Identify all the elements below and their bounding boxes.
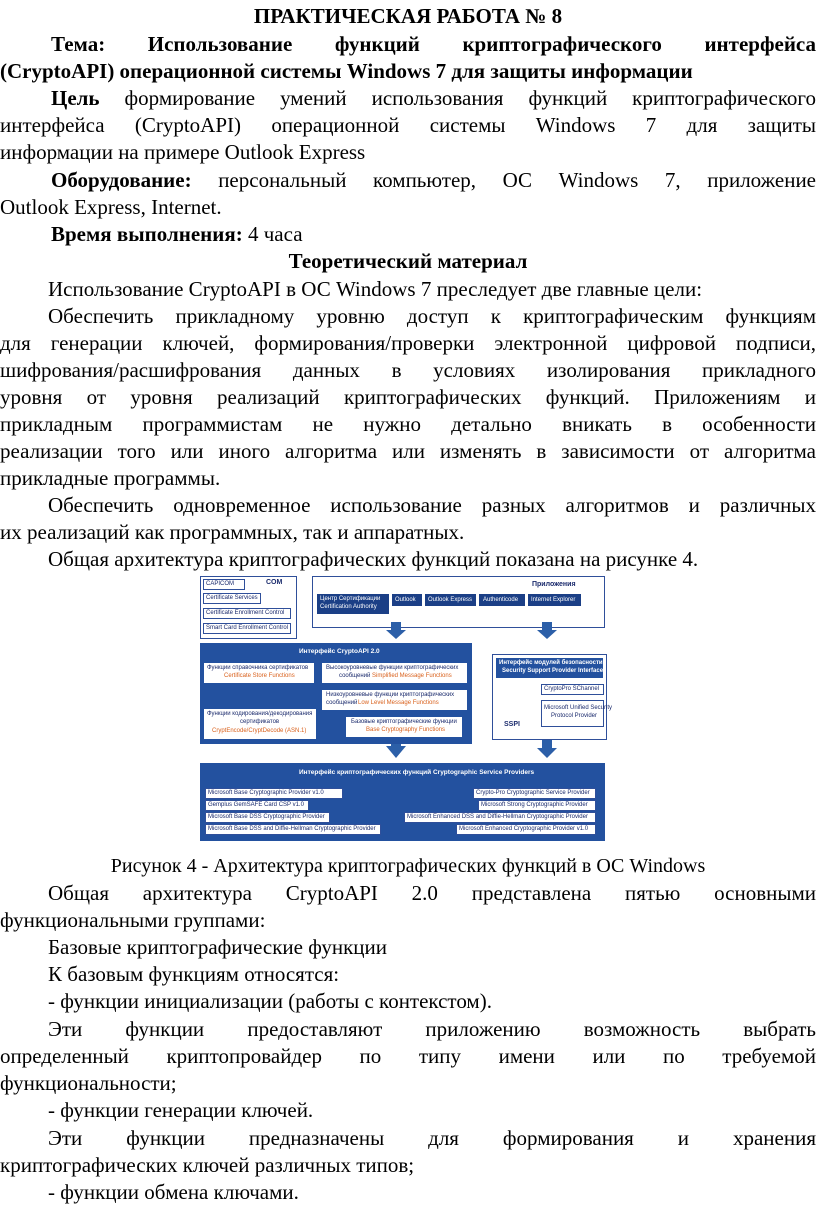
para-3-line-2: их реализаций как программных, так и аппаратных. [0, 520, 465, 544]
app-ca-en: Certification Authority [320, 604, 377, 610]
app-ie-label: Internet Explorer [531, 597, 576, 603]
equip-line-1: Оборудование: персональный компьютер, ОС Windows 7, приложение [51, 168, 816, 192]
para-10: - функции генерации ключей. [48, 1098, 314, 1122]
com-item: Certificate Enrollment Control [203, 608, 291, 619]
topic-line-1: Тема: Использование функций криптографического интерфейса [51, 32, 816, 56]
sspi-label: SSPI [504, 721, 520, 728]
apps-title: Приложения [532, 581, 576, 588]
encode-ru-1: Функции кодирования/декодирования [207, 711, 313, 717]
goal-line-1: Цель формирование умений использования функций криптографического [51, 86, 816, 110]
architecture-figure [196, 573, 613, 848]
arrow-down [386, 622, 406, 639]
csp-title: Интерфейс криптографических функций Cryptographic Service Providers [299, 769, 535, 776]
sspi-title-en: Security Support Provider Interface [502, 668, 604, 674]
section-title: Теоретический материал [288, 249, 528, 273]
arrow-down [537, 739, 557, 758]
para-5-line-2: функциональными группами: [0, 908, 266, 932]
doc-title: ПРАКТИЧЕСКАЯ РАБОТА № 8 [253, 4, 563, 28]
csp-provider-left: Microsoft Base Cryptographic Provider v1.0 [205, 788, 343, 799]
low-ru-1: Низкоуровневые функции криптографических [326, 692, 455, 698]
para-12: - функции обмена ключами. [48, 1180, 299, 1204]
com-item: CAPICOM [203, 579, 245, 590]
com-item: Certificate Services [203, 593, 261, 604]
base-en: Base Cryptography Functions [366, 727, 446, 733]
para-9-line-3: функциональности; [0, 1071, 177, 1095]
para-6: Базовые криптографические функции [48, 935, 387, 959]
app-authenticode-label: Authenticode [483, 597, 519, 603]
csp-provider-right: Crypto-Pro Cryptographic Service Provider [473, 788, 596, 799]
para-9-line-1: Эти функции предоставляют приложению возможность выбрать [48, 1017, 816, 1041]
para-7: К базовым функциям относятся: [48, 962, 340, 986]
sspi-unified-1: Microsoft Unified Security [544, 705, 613, 711]
para-2-line-5: прикладным программистам не нужно детально вникать в особенности [0, 412, 816, 436]
goal-line-3: информации на примере Outlook Express [0, 140, 366, 164]
para-2-line-2: для генерации ключей, формирования/проверки электронной цифровой подписи, [0, 331, 816, 355]
csp-provider-left: Microsoft Base DSS Cryptographic Provider [205, 812, 330, 823]
com-item: Smart Card Enrollment Control [203, 623, 291, 634]
sspi-title-ru: Интерфейс модулей безопасности [499, 660, 603, 666]
simplified-ru-1: Высокоуровневые функции криптографических [326, 665, 459, 671]
encode-ru-2: сертификатов [240, 719, 280, 725]
para-2-line-7: прикладные программы. [0, 466, 221, 490]
para-2-line-4: уровня от уровня реализаций криптографических функций. Приложениям и [0, 385, 816, 409]
figure-caption: Рисунок 4 - Архитектура криптографических функций в ОС Windows [110, 855, 706, 877]
para-11-line-1: Эти функции предназначены для формирования и хранения [48, 1126, 816, 1150]
sspi-unified-2: Protocol Provider [551, 713, 598, 719]
para-11-line-2: криптографических ключей различных типов; [0, 1153, 415, 1177]
para-9-line-2: определенный криптопровайдер по типу имени или по требуемой [0, 1044, 816, 1068]
para-3-line-1: Обеспечить одновременное использование разных алгоритмов и различных [48, 493, 816, 517]
time-line: Время выполнения: 4 часа [51, 222, 303, 246]
simplified-en: Simplified Message Functions [372, 673, 452, 679]
arrow-down [537, 622, 557, 639]
encode-en: CryptEncode/CryptDecode (ASN.1) [212, 728, 307, 734]
store-en: Certificate Store Functions [224, 673, 295, 679]
goal-line-2: интерфейса (CryptoAPI) операционной системы Windows 7 для защиты [0, 113, 816, 137]
csp-provider-right: Microsoft Strong Cryptographic Provider [478, 800, 596, 811]
app-ca-ru: Центр Сертификации [320, 596, 381, 602]
store-ru: Функции справочника сертификатов [207, 665, 309, 671]
app-outlook-express-label: Outlook Express [428, 597, 473, 603]
topic-line-2: (CryptoAPI) операционной системы Windows 7 для защиты информации [0, 59, 693, 83]
csp-provider-right: Microsoft Enhanced DSS and Diffie-Hellman Cryptographic Provider [404, 812, 596, 823]
para-8: - функции инициализации (работы с контекстом). [48, 989, 492, 1013]
para-4: Общая архитектура криптографических функций показана на рисунке 4. [48, 547, 699, 571]
csp-provider-left: Microsoft Base DSS and Diffie-Hellman Cryptographic Provider [205, 824, 381, 835]
para-2-line-6: реализации того или иного алгоритма или изменять в зависимости от алгоритма [0, 439, 816, 463]
para-2-line-1: Обеспечить прикладному уровню доступ к криптографическим функциям [48, 304, 816, 328]
para-2-line-3: шифрования/расшифрования данных в условиях изолирования прикладного [0, 358, 816, 382]
base-ru: Базовые криптографические функции [351, 719, 457, 725]
csp-provider-right: Microsoft Enhanced Cryptographic Provider v1.0 [456, 824, 596, 835]
cryptoapi-title: Интерфейс CryptoAPI 2.0 [299, 648, 380, 655]
low-ru-2: сообщений [326, 700, 358, 706]
csp-provider-left: Gemplus GemSAFE Card CSP v1.0 [205, 800, 309, 811]
app-outlook-label: Outlook [395, 597, 416, 603]
sspi-schannel: CryptoPro SChannel [541, 684, 604, 695]
simplified-ru-2: сообщений [339, 673, 371, 679]
low-en: Low Level Message Functions [358, 700, 439, 706]
para-5-line-1: Общая архитектура CryptoAPI 2.0 представлена пятью основными [48, 881, 816, 905]
para-1: Использование CryptoAPI в ОС Windows 7 преследует две главные цели: [48, 277, 703, 301]
equip-line-2: Outlook Express, Internet. [0, 195, 222, 219]
com-title: COM [266, 579, 283, 586]
